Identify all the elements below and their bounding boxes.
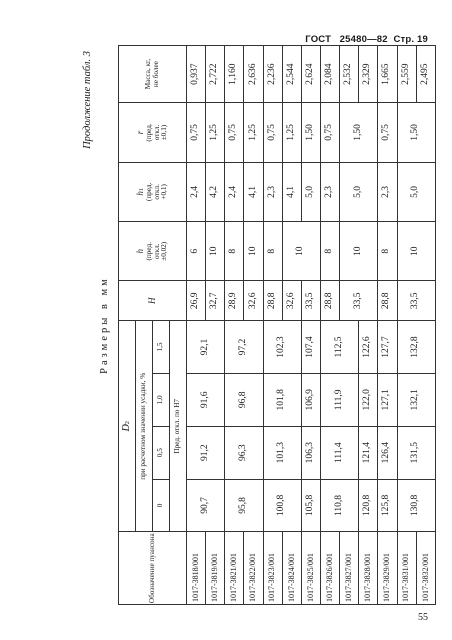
shrink-note: при расчетном значении усадки, % <box>136 321 153 532</box>
h-header: h (пред. откл. ±0,02) <box>119 222 187 281</box>
h1-header: h1 (пред. откл. +0,1) <box>119 162 187 221</box>
standard-label: ГОСТ <box>305 34 332 45</box>
table-row: 1017-3832/001 2,495 <box>416 46 435 605</box>
shrink-05: 0,5 <box>153 426 170 479</box>
table-row: 1017-3827/001 33,5 10 5,0 1,50 2,532 <box>340 46 359 605</box>
page-number: 55 <box>418 612 428 623</box>
table-row: 1017-3825/001 105,8 106,3 106,9 107,4 33,5 5,0 1,50 2,624 <box>301 46 320 605</box>
H-header: H <box>119 281 187 321</box>
table-row: 1017-3828/001 120,8 121,4 122,0 122,6 2,329 <box>359 46 378 605</box>
page-header <box>305 34 428 45</box>
shrink-10: 1,0 <box>153 373 170 426</box>
table-row: 1017-3822/001 32,6 10 4,1 1,25 2,636 <box>244 46 263 605</box>
table-row: 1017-3824/001 32,6 10 4,1 1,25 2,544 <box>282 46 301 605</box>
shrink-0: 0 <box>153 479 170 532</box>
table-row: 1017-3823/001 100,8 101,3 101,8 102,3 28,8 8 2,3 0,75 2,236 <box>263 46 282 605</box>
standard-number: 25480—82 <box>339 34 388 45</box>
tolerance-note: Пред. откл. по H7 <box>170 321 187 532</box>
sizes-label: Размеры в мм <box>99 276 110 374</box>
rotated-table-block <box>82 45 438 605</box>
table-row: 1017-3829/001 125,8 126,4 127,1 127,7 28,8 8 2,3 0,75 1,665 <box>378 46 397 605</box>
continuation-label: Продолжение табл. 3 <box>82 51 93 149</box>
dimensions-table <box>118 45 436 605</box>
table-row: 1017-3831/001 130,8 131,5 132,1 132,8 33,5 10 5,0 1,50 2,559 <box>397 46 416 605</box>
table-row: 1017-3819/001 32,7 10 4,2 1,25 2,722 <box>206 46 225 605</box>
table-row: 1017-3826/001 110,8 111,4 111,9 112,5 28,8 8 2,3 0,75 2,084 <box>320 46 339 605</box>
r-header: r (пред. откл. ±0,1) <box>119 103 187 162</box>
table-row: 1017-3821/001 95,8 96,3 96,8 97,2 28,9 8 2,4 0,75 1,160 <box>225 46 244 605</box>
mass-header: Масса, кг, не более <box>119 46 187 103</box>
table-row: 1017-3818/001 90,7 91,2 91,6 92,1 26,9 6 2,4 0,75 0,937 <box>187 46 206 605</box>
page-label: Стр. 19 <box>393 34 428 45</box>
d2-header: D2 <box>119 321 136 532</box>
designation-header: Обозначение пуансона <box>119 532 187 605</box>
shrink-15: 1,5 <box>153 321 170 374</box>
